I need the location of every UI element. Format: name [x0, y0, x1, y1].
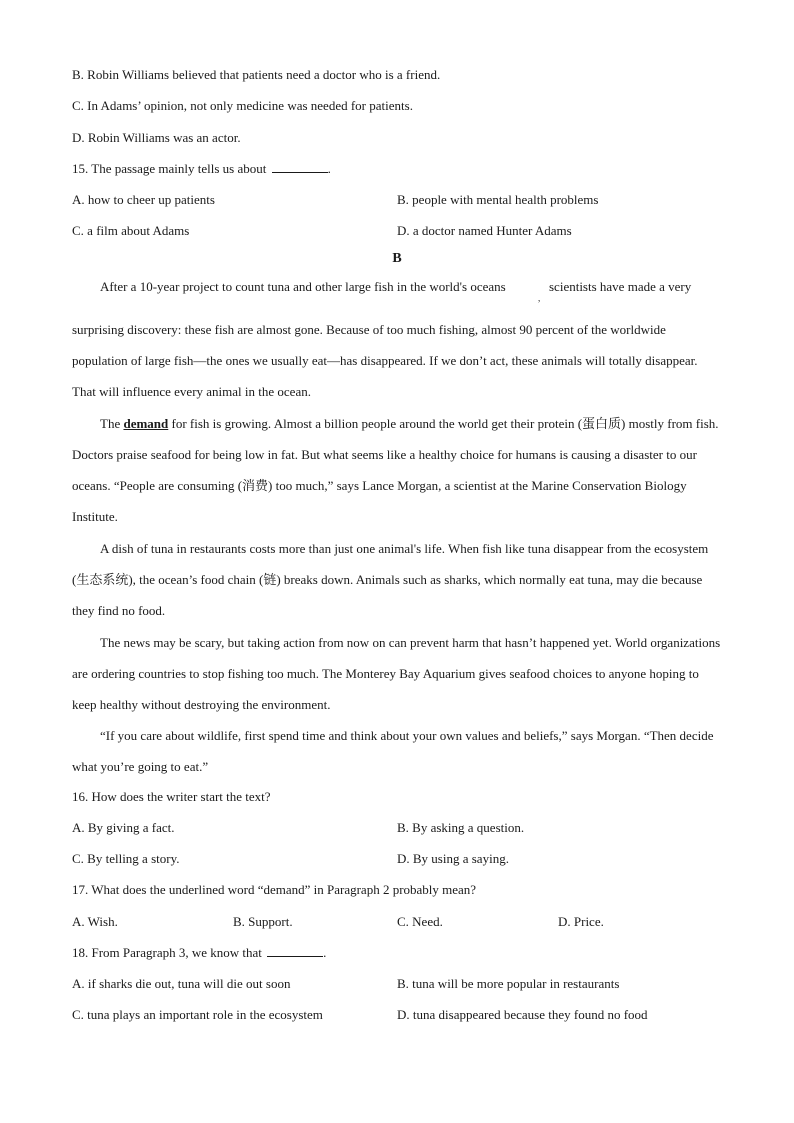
- paragraph-2: [72, 408, 724, 532]
- q16-option-b: B. By asking a question.: [397, 820, 525, 835]
- q15-stem-end: .: [327, 161, 331, 176]
- paragraph-2-post: for fish is growing. Almost a billion people around the world get their protein (蛋白质) mostly from fish. Doctors praise seafood for being low in fat. But what seems like a healthy choice for humans is causing a disaster to our oceans. “People are consuming (消费) too much,” says Lance Morgan, a scientist at the Marine Conservation Biology Institute.: [72, 416, 719, 524]
- q16-option-d: D. By using a saying.: [397, 851, 509, 866]
- q18-option-a: A. if sharks die out, tuna will die out soon: [72, 976, 291, 991]
- q15-option-d: D. a doctor named Hunter Adams: [397, 223, 572, 238]
- paragraph-4: The news may be scary, but taking action from now on can prevent harm that hasn’t happened yet. World organizations are ordering countries to stop fishing too much. The Monterey Bay Aquarium gives seafood choices to anyone hoping to keep healthy without destroying the environment.: [72, 635, 721, 712]
- q17-option-d: D. Price.: [558, 914, 604, 929]
- q16-stem: 16. How does the writer start the text?: [72, 789, 271, 804]
- q14-option-b: B. Robin Williams believed that patients need a doctor who is a friend.: [72, 67, 441, 82]
- paragraph-1-first-line: [100, 279, 506, 295]
- q17-option-b: B. Support.: [233, 914, 293, 929]
- q15-option-b: B. people with mental health problems: [397, 192, 599, 207]
- section-label: B: [392, 251, 402, 266]
- paragraph-1-text-a: After a 10-year project to count tuna and other large fish in the world's oceans: [100, 279, 506, 294]
- q17-stem: 17. What does the underlined word “demand” in Paragraph 2 probably mean?: [72, 882, 477, 897]
- paragraph-1-rest: surprising discovery: these fish are almost gone. Because of too much fishing, almost 90 percent of the worldwide population of large fish—the ones we usually eat—has disappeared. If we don’t act, these animals will totally disappear. That will influence every animal in the ocean.: [72, 322, 698, 399]
- answer-blank: [267, 946, 323, 957]
- paragraph-3: A dish of tuna in restaurants costs more than just one animal's life. When fish like tuna disappear from the ecosystem (生态系统), the ocean’s food chain (链) breaks down. Animals such as sharks, which normally eat tuna, may die because they find no food.: [72, 541, 709, 618]
- q15-stem-text: 15. The passage mainly tells us about: [72, 161, 267, 176]
- q14-option-c: C. In Adams’ opinion, not only medicine was needed for patients.: [72, 98, 413, 113]
- q18-option-c: C. tuna plays an important role in the ecosystem: [72, 1007, 323, 1022]
- q15-option-c: C. a film about Adams: [72, 223, 190, 238]
- q15-option-a: A. how to cheer up patients: [72, 192, 215, 207]
- q16-option-a: A. By giving a fact.: [72, 820, 175, 835]
- q18-stem: [72, 945, 326, 961]
- paragraph-1-mark: ,: [538, 293, 541, 303]
- answer-blank: [272, 162, 328, 173]
- paragraph-2-pre: The: [100, 416, 124, 431]
- underlined-word-demand: demand: [123, 416, 169, 431]
- paragraph-1-text-b: scientists have made a very: [549, 279, 692, 294]
- q17-option-c: C. Need.: [397, 914, 443, 929]
- q17-option-a: A. Wish.: [72, 914, 118, 929]
- q18-stem-end: .: [323, 945, 327, 960]
- q18-option-d: D. tuna disappeared because they found no food: [397, 1007, 648, 1022]
- paragraph-5: “If you care about wildlife, first spend time and think about your own values and beliefs,” says Morgan. “Then decide what you’re going to eat.”: [72, 728, 714, 774]
- q16-option-c: C. By telling a story.: [72, 851, 180, 866]
- q18-option-b: B. tuna will be more popular in restaurants: [397, 976, 620, 991]
- q18-stem-text: 18. From Paragraph 3, we know that: [72, 945, 262, 960]
- q15-stem: [72, 161, 331, 177]
- q14-option-d: D. Robin Williams was an actor.: [72, 130, 241, 145]
